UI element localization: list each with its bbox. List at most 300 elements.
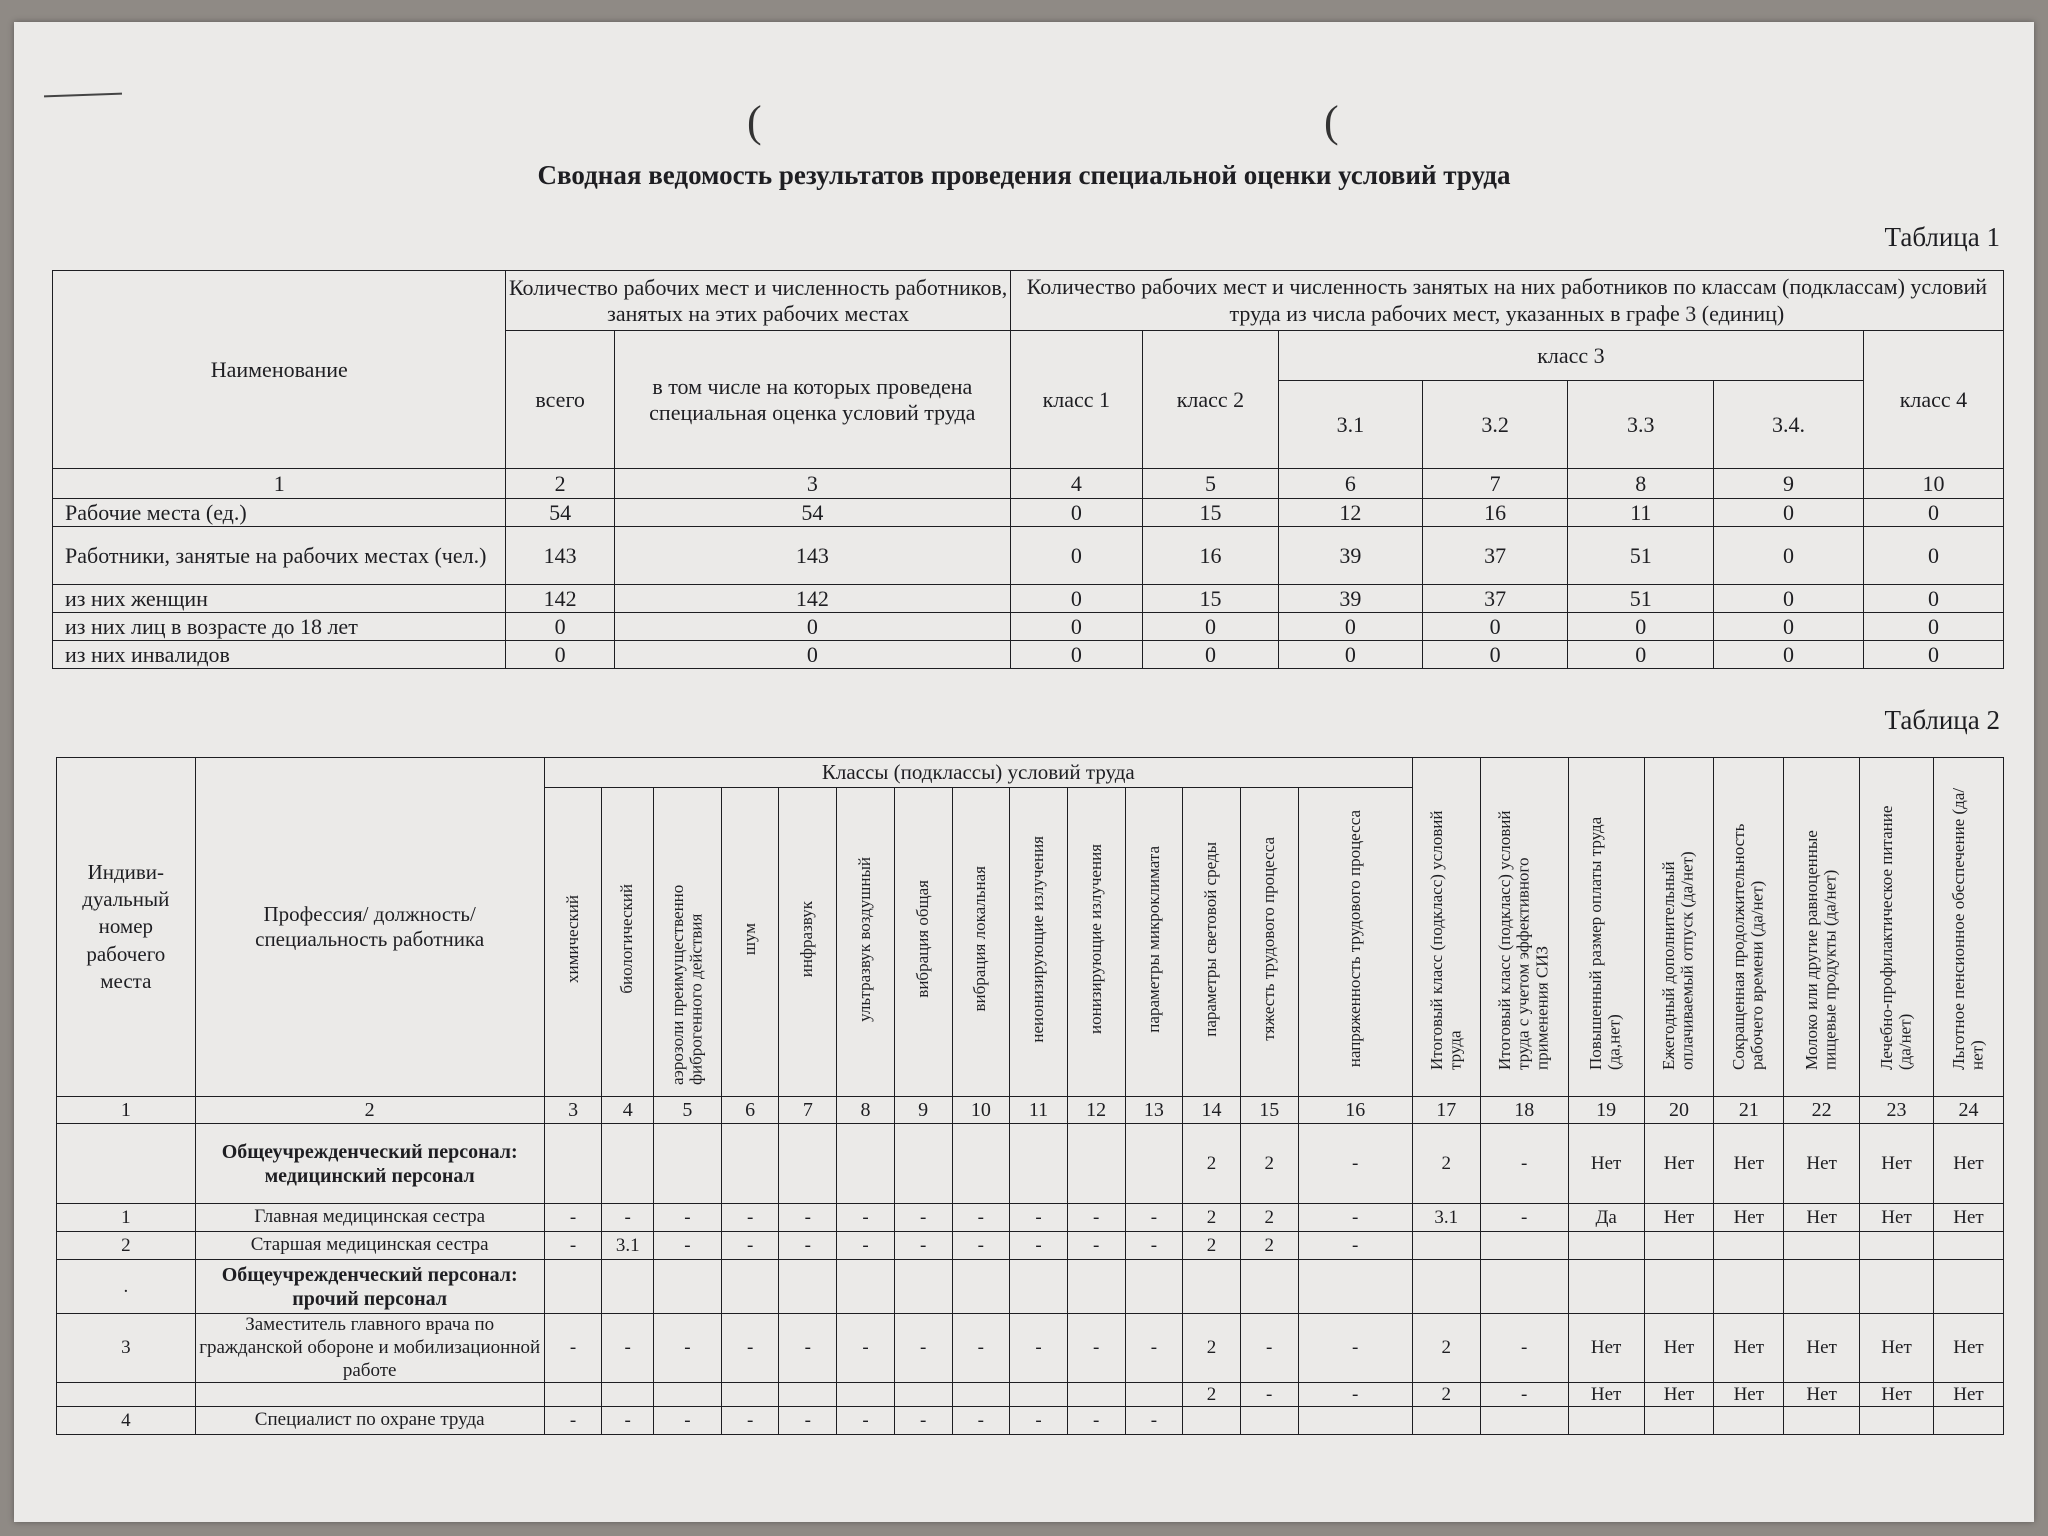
colnum: 11 — [1010, 1097, 1068, 1124]
table-cell: - — [1067, 1407, 1125, 1435]
table-cell — [1010, 1124, 1068, 1204]
section-title: Общеучрежденческий персонал: прочий персонал — [195, 1260, 544, 1314]
table-cell: 2 — [1240, 1204, 1298, 1232]
colnum: 6 — [1278, 469, 1422, 499]
table-cell: 143 — [506, 527, 614, 585]
table-cell: 0 — [1714, 527, 1864, 585]
table-row — [53, 641, 2004, 669]
header-factor: шум — [721, 788, 779, 1097]
summary-table — [52, 270, 2004, 669]
table-cell: 2 — [1240, 1232, 1298, 1260]
header-qty-all: всего — [506, 331, 614, 469]
table-cell — [544, 1383, 602, 1407]
table-cell — [894, 1260, 952, 1314]
table-cell — [779, 1383, 837, 1407]
colnum: 4 — [602, 1097, 654, 1124]
table-cell: Нет — [1933, 1314, 2003, 1383]
header-class4: класс 4 — [1863, 331, 2003, 469]
colnum: 9 — [1714, 469, 1864, 499]
table-cell: - — [894, 1314, 952, 1383]
table-cell — [721, 1260, 779, 1314]
colnum: 19 — [1568, 1097, 1644, 1124]
table-cell: - — [779, 1204, 837, 1232]
row-label: из них женщин — [53, 585, 506, 613]
table-cell — [1480, 1260, 1568, 1314]
table-cell: 2 — [1412, 1383, 1480, 1407]
table-cell: 0 — [1568, 641, 1714, 669]
table-cell: 3.1 — [1412, 1204, 1480, 1232]
table-cell: Нет — [1784, 1383, 1860, 1407]
workplace-id: . — [57, 1260, 196, 1314]
table-cell: - — [1067, 1314, 1125, 1383]
table-cell: 39 — [1278, 527, 1422, 585]
table-cell: - — [837, 1204, 895, 1232]
table-cell: 0 — [1863, 641, 2003, 669]
table-row — [53, 499, 2004, 527]
table-cell — [837, 1124, 895, 1204]
table-row — [57, 1407, 2004, 1435]
table-cell — [654, 1383, 722, 1407]
table-cell: Нет — [1784, 1204, 1860, 1232]
table-cell: - — [1067, 1232, 1125, 1260]
table-cell — [894, 1383, 952, 1407]
table-cell: - — [837, 1314, 895, 1383]
header-factor: неионизирующие излучения — [1010, 788, 1068, 1097]
header-class1: класс 1 — [1010, 331, 1142, 469]
header-name: Наименование — [53, 271, 506, 469]
colnum: 13 — [1125, 1097, 1183, 1124]
table-cell: - — [1125, 1407, 1183, 1435]
table-cell: 142 — [614, 585, 1010, 613]
header-factor: параметры микроклимата — [1125, 788, 1183, 1097]
table-cell: 37 — [1422, 585, 1568, 613]
workplace-id — [57, 1383, 196, 1407]
table-cell: 51 — [1568, 585, 1714, 613]
table-cell: 2 — [1183, 1204, 1241, 1232]
table-cell: 0 — [1863, 527, 2003, 585]
table-cell — [1067, 1383, 1125, 1407]
table-cell: 2 — [1183, 1314, 1241, 1383]
table-cell: 0 — [614, 641, 1010, 669]
table-cell: - — [952, 1314, 1010, 1383]
table-cell: Нет — [1784, 1124, 1860, 1204]
header-factor: аэрозоли преимущественно фиброгенного действия — [654, 788, 722, 1097]
table-cell — [894, 1124, 952, 1204]
table-cell: - — [602, 1314, 654, 1383]
table-cell — [1125, 1124, 1183, 1204]
table-cell: - — [721, 1232, 779, 1260]
table-cell: - — [952, 1407, 1010, 1435]
header-extra: Молоко или другие равноценные пищевые продукты (да/нет) — [1784, 758, 1860, 1097]
header-extra: Сокращенная продолжительность рабочего времени (да/нет) — [1714, 758, 1784, 1097]
table-cell — [1412, 1260, 1480, 1314]
table-cell: Нет — [1933, 1204, 2003, 1232]
table-row — [57, 1314, 2004, 1383]
table-cell: - — [1125, 1314, 1183, 1383]
table-cell — [1933, 1232, 2003, 1260]
table-cell: Нет — [1714, 1124, 1784, 1204]
table-cell: - — [894, 1204, 952, 1232]
table-cell: 0 — [1010, 499, 1142, 527]
row-label: Работники, занятые на рабочих местах (чел.) — [53, 527, 506, 585]
table-cell — [544, 1124, 602, 1204]
table-cell — [602, 1383, 654, 1407]
table-row — [57, 1232, 2004, 1260]
table-cell: - — [1067, 1204, 1125, 1232]
header-work-classes: Классы (подклассы) условий труда — [544, 758, 1412, 788]
table-cell — [1860, 1260, 1934, 1314]
table-cell: Нет — [1860, 1383, 1934, 1407]
table-cell: - — [1010, 1407, 1068, 1435]
colnum: 5 — [654, 1097, 722, 1124]
table-cell: 0 — [1568, 613, 1714, 641]
table-cell: 16 — [1422, 499, 1568, 527]
colnum: 5 — [1142, 469, 1278, 499]
profession-name — [195, 1383, 544, 1407]
table-cell: Нет — [1644, 1383, 1714, 1407]
table-cell: Нет — [1933, 1124, 2003, 1204]
table-cell — [1860, 1407, 1934, 1435]
workplace-id: 2 — [57, 1232, 196, 1260]
table-cell — [1784, 1407, 1860, 1435]
table-cell: 3.1 — [602, 1232, 654, 1260]
table-cell — [1568, 1260, 1644, 1314]
colnum: 3 — [614, 469, 1010, 499]
header-factor: параметры световой среды — [1183, 788, 1241, 1097]
table-cell: Нет — [1644, 1124, 1714, 1204]
header-factor: химический — [544, 788, 602, 1097]
table-cell: Нет — [1933, 1383, 2003, 1407]
colnum: 23 — [1860, 1097, 1934, 1124]
colnum: 17 — [1412, 1097, 1480, 1124]
table-cell — [1784, 1260, 1860, 1314]
table-cell — [602, 1260, 654, 1314]
header-factor: напряженность трудового процесса — [1298, 788, 1412, 1097]
table-cell: - — [1298, 1314, 1412, 1383]
table-cell: - — [602, 1407, 654, 1435]
header-extra: Повышенный размер оплаты труда (да,нет) — [1568, 758, 1644, 1097]
colnum: 10 — [952, 1097, 1010, 1124]
profession-name: Старшая медицинская сестра — [195, 1232, 544, 1260]
header-factor: ионизирующие излучения — [1067, 788, 1125, 1097]
table-cell — [1412, 1407, 1480, 1435]
table-cell: - — [654, 1314, 722, 1383]
table-cell: - — [952, 1232, 1010, 1260]
colnum: 3 — [544, 1097, 602, 1124]
table-cell: 2 — [1183, 1383, 1241, 1407]
table-cell: Нет — [1860, 1124, 1934, 1204]
table-cell: - — [1480, 1383, 1568, 1407]
header-extra: Итоговый класс (подкласс) условий труда — [1412, 758, 1480, 1097]
table-cell: Нет — [1644, 1204, 1714, 1232]
table-cell: 0 — [1714, 499, 1864, 527]
table-cell: - — [1010, 1204, 1068, 1232]
header-class31: 3.1 — [1278, 381, 1422, 469]
table-cell: 0 — [1142, 641, 1278, 669]
header-workplace-id: Индиви-дуальный номер рабочего места — [57, 758, 196, 1097]
table-cell — [1644, 1232, 1714, 1260]
header-class33: 3.3 — [1568, 381, 1714, 469]
table-cell — [1125, 1383, 1183, 1407]
header-factor: биологический — [602, 788, 654, 1097]
table-cell: Нет — [1860, 1314, 1934, 1383]
table-cell — [1644, 1407, 1714, 1435]
row-label: из них инвалидов — [53, 641, 506, 669]
table-cell — [1933, 1407, 2003, 1435]
table-cell: 39 — [1278, 585, 1422, 613]
table-cell: - — [1125, 1204, 1183, 1232]
table-cell: 143 — [614, 527, 1010, 585]
table-cell: - — [1480, 1124, 1568, 1204]
header-factor: тяжесть трудового процесса — [1240, 788, 1298, 1097]
table-cell: - — [894, 1232, 952, 1260]
colnum: 1 — [57, 1097, 196, 1124]
table-cell — [1010, 1383, 1068, 1407]
colnum: 7 — [1422, 469, 1568, 499]
table-cell: - — [1298, 1124, 1412, 1204]
table-cell: - — [544, 1232, 602, 1260]
table-cell — [1933, 1260, 2003, 1314]
table-cell: 0 — [1714, 585, 1864, 613]
header-class34: 3.4. — [1714, 381, 1864, 469]
colnum: 2 — [195, 1097, 544, 1124]
document-title: Сводная ведомость результатов проведения специальной оценки условий труда — [537, 160, 1511, 190]
table-cell: 2 — [1412, 1314, 1480, 1383]
table-cell: 0 — [1010, 613, 1142, 641]
colnum: 8 — [837, 1097, 895, 1124]
table-cell — [1568, 1407, 1644, 1435]
table-cell: - — [602, 1204, 654, 1232]
table-cell: 15 — [1142, 499, 1278, 527]
colnum: 16 — [1298, 1097, 1412, 1124]
table-cell — [1412, 1232, 1480, 1260]
table-cell: - — [654, 1204, 722, 1232]
header-factor: инфразвук — [779, 788, 837, 1097]
table-cell — [1183, 1260, 1241, 1314]
table-cell: 54 — [614, 499, 1010, 527]
table-cell: 0 — [506, 641, 614, 669]
table-cell — [1784, 1232, 1860, 1260]
table-cell: 16 — [1142, 527, 1278, 585]
table-cell: - — [779, 1407, 837, 1435]
table-cell — [1125, 1260, 1183, 1314]
colnum: 20 — [1644, 1097, 1714, 1124]
table-cell: 0 — [1863, 585, 2003, 613]
table-cell: 0 — [1422, 641, 1568, 669]
table-cell: 51 — [1568, 527, 1714, 585]
colnum: 18 — [1480, 1097, 1568, 1124]
table-row — [53, 613, 2004, 641]
section-title: Общеучрежденческий персонал: медицинский персонал — [195, 1124, 544, 1204]
table-cell: 0 — [506, 613, 614, 641]
table-cell — [1714, 1407, 1784, 1435]
header-class3: класс 3 — [1278, 331, 1863, 381]
colnum: 9 — [894, 1097, 952, 1124]
table-cell — [721, 1124, 779, 1204]
table-cell: 142 — [506, 585, 614, 613]
table-cell — [1067, 1260, 1125, 1314]
table-cell: - — [544, 1407, 602, 1435]
bracket-mark: ( — [1324, 97, 1339, 146]
header-factor: ультразвук воздушный — [837, 788, 895, 1097]
table-cell: 0 — [1010, 527, 1142, 585]
bracket-mark: ( — [747, 97, 762, 146]
table-cell: - — [1298, 1232, 1412, 1260]
workplace-table — [56, 757, 2004, 1435]
section-row — [57, 1260, 2004, 1314]
table-cell: Нет — [1714, 1314, 1784, 1383]
table-cell — [779, 1124, 837, 1204]
header-classes: Количество рабочих мест и численность занятых на них работников по классам (подклассам) условий труда из числа рабочих мест, указанных в графе 3 (единиц) — [1010, 271, 2003, 331]
table-cell: - — [1480, 1314, 1568, 1383]
header-factor: вибрация общая — [894, 788, 952, 1097]
table-cell — [1240, 1260, 1298, 1314]
table-cell: 2 — [1183, 1232, 1241, 1260]
table-cell: - — [544, 1314, 602, 1383]
workplace-id — [57, 1124, 196, 1204]
table-cell: 2 — [1412, 1124, 1480, 1204]
table-cell: 0 — [1278, 641, 1422, 669]
table-cell: Нет — [1568, 1383, 1644, 1407]
table-cell: 0 — [1010, 585, 1142, 613]
colnum: 22 — [1784, 1097, 1860, 1124]
table-cell — [1240, 1407, 1298, 1435]
table-cell: - — [1240, 1314, 1298, 1383]
table-cell: Нет — [1568, 1314, 1644, 1383]
table-cell — [1183, 1407, 1241, 1435]
table-cell: Нет — [1714, 1383, 1784, 1407]
table-cell: - — [721, 1407, 779, 1435]
pen-stroke — [44, 93, 122, 98]
table-cell: 37 — [1422, 527, 1568, 585]
colnum: 21 — [1714, 1097, 1784, 1124]
table-cell: - — [894, 1407, 952, 1435]
header-factor: вибрация локальная — [952, 788, 1010, 1097]
table-cell: - — [779, 1232, 837, 1260]
table-cell: - — [1010, 1232, 1068, 1260]
table-cell: - — [721, 1204, 779, 1232]
colnum: 8 — [1568, 469, 1714, 499]
table-cell: - — [544, 1204, 602, 1232]
table-cell — [1480, 1232, 1568, 1260]
table-cell — [952, 1260, 1010, 1314]
table-cell: 0 — [1142, 613, 1278, 641]
colnum: 1 — [53, 469, 506, 499]
workplace-id: 4 — [57, 1407, 196, 1435]
table-cell — [654, 1260, 722, 1314]
table-cell: 0 — [1010, 641, 1142, 669]
table-row — [53, 527, 2004, 585]
table-cell: 0 — [1863, 499, 2003, 527]
table-cell: - — [837, 1232, 895, 1260]
table-cell — [654, 1124, 722, 1204]
table-cell — [1714, 1232, 1784, 1260]
table-cell: - — [952, 1204, 1010, 1232]
table-cell: - — [779, 1314, 837, 1383]
table-cell — [602, 1124, 654, 1204]
table-cell: - — [654, 1407, 722, 1435]
profession-name: Специалист по охране труда — [195, 1407, 544, 1435]
table-cell: - — [1010, 1314, 1068, 1383]
table-cell: 0 — [1714, 641, 1864, 669]
table-cell: - — [1298, 1383, 1412, 1407]
header-profession: Профессия/ должность/ специальность работника — [195, 758, 544, 1097]
table-cell — [544, 1260, 602, 1314]
table2-caption: Таблица 2 — [1884, 705, 2000, 735]
table-row — [53, 585, 2004, 613]
table-cell — [1644, 1260, 1714, 1314]
table-cell — [1067, 1124, 1125, 1204]
table-cell: 54 — [506, 499, 614, 527]
colnum: 6 — [721, 1097, 779, 1124]
table-cell: - — [1480, 1204, 1568, 1232]
table-cell — [1480, 1407, 1568, 1435]
table-cell: Нет — [1644, 1314, 1714, 1383]
table-cell — [1298, 1260, 1412, 1314]
table1-caption: Таблица 1 — [1884, 222, 2000, 252]
profession-name: Заместитель главного врача по гражданской обороне и мобилизационной работе — [195, 1314, 544, 1383]
table-cell — [1298, 1407, 1412, 1435]
table-cell: - — [654, 1232, 722, 1260]
table-cell: Да — [1568, 1204, 1644, 1232]
table-cell — [837, 1383, 895, 1407]
table-cell: Нет — [1784, 1314, 1860, 1383]
table-cell — [1010, 1260, 1068, 1314]
colnum: 14 — [1183, 1097, 1241, 1124]
table-cell: - — [837, 1407, 895, 1435]
table-cell — [952, 1124, 1010, 1204]
table-cell: 0 — [1278, 613, 1422, 641]
table-cell: 0 — [1863, 613, 2003, 641]
colnum: 15 — [1240, 1097, 1298, 1124]
colnum: 12 — [1067, 1097, 1125, 1124]
colnum: 24 — [1933, 1097, 2003, 1124]
header-qty-done: в том числе на которых проведена специальная оценка условий труда — [614, 331, 1010, 469]
table-cell: 2 — [1240, 1124, 1298, 1204]
colnum: 2 — [506, 469, 614, 499]
row-label: из них лиц в возрасте до 18 лет — [53, 613, 506, 641]
table-cell — [1714, 1260, 1784, 1314]
header-extra: Лечебно-профилактическое питание (да/нет) — [1860, 758, 1934, 1097]
header-class2: класс 2 — [1142, 331, 1278, 469]
row-label: Рабочие места (ед.) — [53, 499, 506, 527]
table-cell: 2 — [1183, 1124, 1241, 1204]
table-row — [57, 1204, 2004, 1232]
table-cell: Нет — [1568, 1124, 1644, 1204]
workplace-id: 3 — [57, 1314, 196, 1383]
header-quantity: Количество рабочих мест и численность работников, занятых на этих рабочих местах — [506, 271, 1010, 331]
workplace-id: 1 — [57, 1204, 196, 1232]
table-cell — [721, 1383, 779, 1407]
header-extra: Ежегодный дополнительный оплачиваемый отпуск (да/нет) — [1644, 758, 1714, 1097]
table-cell — [952, 1383, 1010, 1407]
table-cell — [779, 1260, 837, 1314]
table-cell — [1568, 1232, 1644, 1260]
table-cell: 0 — [614, 613, 1010, 641]
table-cell: Нет — [1714, 1204, 1784, 1232]
table-cell: 11 — [1568, 499, 1714, 527]
header-class32: 3.2 — [1422, 381, 1568, 469]
table-row — [57, 1383, 2004, 1407]
column-numbers-row — [53, 469, 2004, 499]
table-cell — [1860, 1232, 1934, 1260]
colnum: 4 — [1010, 469, 1142, 499]
table-cell: - — [1125, 1232, 1183, 1260]
table-cell: - — [721, 1314, 779, 1383]
table-cell: - — [1298, 1204, 1412, 1232]
header-extra: Итоговый класс (подкласс) условий труда с учетом эффективного применения СИЗ — [1480, 758, 1568, 1097]
table-cell: Нет — [1860, 1204, 1934, 1232]
